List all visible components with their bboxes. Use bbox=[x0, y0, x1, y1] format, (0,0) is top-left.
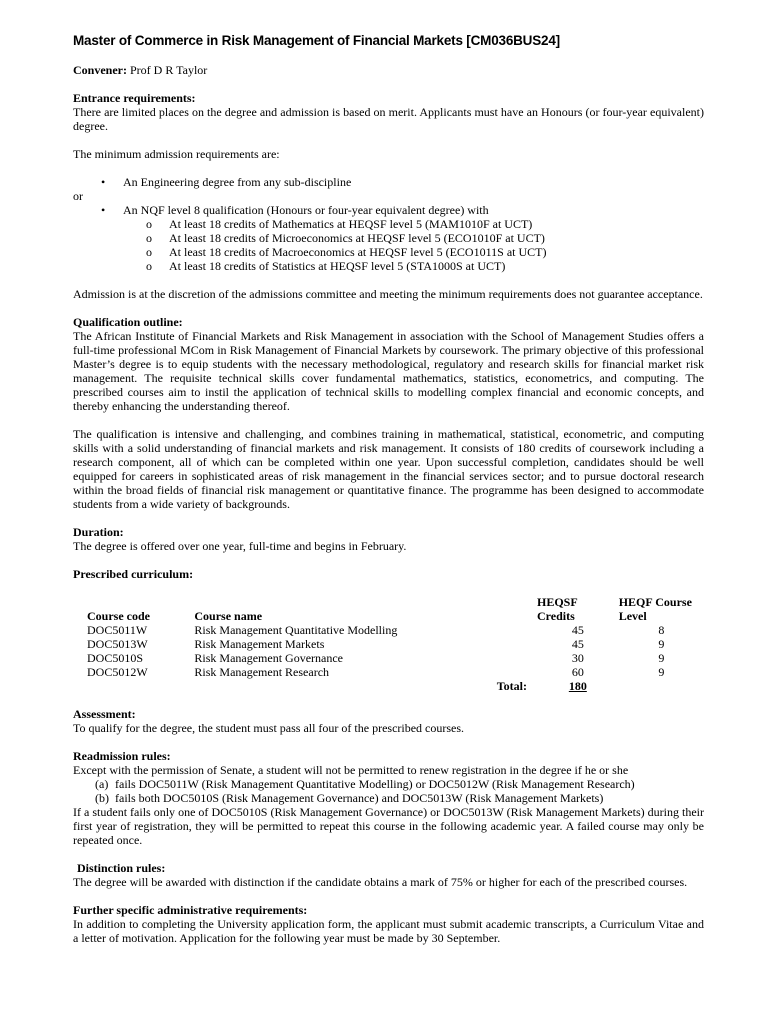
course-code: DOC5013W bbox=[87, 637, 148, 651]
list-item bbox=[73, 203, 704, 217]
curriculum-heading: Prescribed curriculum: bbox=[73, 567, 194, 581]
readmission-text: If a student fails only one of DOC5010S (Risk Management Governance) or DOC5013W (Risk Management Markets) during their first year of registration, they will be permitted to repeat this course in the following academic year. A failed course may only be repeated once. bbox=[73, 805, 704, 847]
table-row bbox=[87, 637, 704, 651]
bullet-text: An NQF level 8 qualification (Honours or four-year equivalent degree) with bbox=[123, 203, 489, 217]
list-item bbox=[73, 259, 704, 273]
course-code: DOC5010S bbox=[87, 651, 144, 665]
course-name: Risk Management Quantitative Modelling bbox=[194, 623, 398, 637]
circle-bullet-icon: o bbox=[146, 217, 152, 231]
item-text: fails DOC5011W (Risk Management Quantitative Modelling) or DOC5012W (Risk Management Research) bbox=[115, 777, 635, 791]
sub-item-text: At least 18 credits of Macroeconomics at HEQSF level 5 (ECO1011S at UCT) bbox=[169, 245, 547, 259]
list-item bbox=[73, 777, 704, 791]
course-credits: 60 bbox=[571, 665, 584, 679]
bullet-icon: • bbox=[101, 175, 106, 189]
convener-name: Prof D R Taylor bbox=[130, 63, 208, 77]
discretion-text: Admission is at the discretion of the admissions committee and meeting the minimum requirements does not guarantee acceptance. bbox=[73, 287, 703, 301]
empty-cell bbox=[619, 679, 704, 693]
table-row bbox=[87, 623, 704, 637]
duration-text: The degree is offered over one year, full-time and begins in February. bbox=[73, 539, 407, 553]
course-credits: 45 bbox=[571, 623, 584, 637]
page-title: Master of Commerce in Risk Management of Financial Markets [CM036BUS24] bbox=[73, 33, 560, 48]
total-label: Total: bbox=[496, 679, 527, 693]
circle-bullet-icon: o bbox=[146, 245, 152, 259]
col-header-level bbox=[619, 595, 704, 623]
min-requirements-text: The minimum admission requirements are: bbox=[73, 147, 280, 161]
course-level: 9 bbox=[658, 637, 665, 651]
col-header-level-line1: HEQF Course bbox=[618, 595, 692, 609]
or-word: or bbox=[73, 189, 83, 203]
spacer-cell bbox=[433, 651, 537, 665]
qualification-para-1: The African Institute of Financial Markets and Risk Management in association with the School of Management Studies offers a full-time professional MCom in Risk Management of Financial Markets by coursework. The primary objective of this professional Master’s degree is to equip students with the necessary methodological, regulatory and research skills for financial market risk management. The requisite technical skills cover fundamental mathematics, statistics, econometrics, and computing. The prescribed courses aim to instil the application of technical skills to modelling complex financial and economic concepts, and thereby enhancing the understanding thereof. bbox=[73, 329, 704, 413]
course-level: 9 bbox=[658, 651, 665, 665]
col-header-code: Course code bbox=[87, 609, 150, 623]
requirements-list bbox=[73, 175, 704, 189]
col-header-level-line2: Level bbox=[618, 609, 647, 623]
course-name: Risk Management Markets bbox=[194, 637, 325, 651]
col-header-name: Course name bbox=[194, 609, 263, 623]
further-heading: Further specific administrative requirements: bbox=[73, 903, 308, 917]
requirements-list-2 bbox=[73, 203, 704, 217]
total-value: 180 bbox=[568, 679, 587, 693]
item-text: fails both DOC5010S (Risk Management Governance) and DOC5013W (Risk Management Markets) bbox=[115, 791, 604, 805]
empty-cell bbox=[194, 679, 432, 693]
convener-line bbox=[73, 63, 704, 77]
course-name: Risk Management Research bbox=[194, 665, 330, 679]
col-header-credits-line1: HEQSF bbox=[536, 595, 578, 609]
course-level: 8 bbox=[658, 623, 665, 637]
empty-cell bbox=[87, 679, 194, 693]
convener-label: Convener: bbox=[73, 63, 127, 77]
curriculum-table bbox=[87, 595, 704, 693]
list-item bbox=[73, 245, 704, 259]
course-level: 9 bbox=[658, 665, 665, 679]
table-header-row bbox=[87, 595, 704, 623]
table-row bbox=[87, 665, 704, 679]
readmission-heading: Readmission rules: bbox=[73, 749, 171, 763]
course-credits: 30 bbox=[571, 651, 584, 665]
list-item bbox=[73, 175, 704, 189]
col-header-spacer bbox=[433, 595, 537, 623]
course-credits: 45 bbox=[571, 637, 584, 651]
distinction-text: The degree will be awarded with distinction if the candidate obtains a mark of 75% or higher for each of the prescribed courses. bbox=[73, 875, 688, 889]
qualification-heading: Qualification outline: bbox=[73, 315, 183, 329]
sub-item-text: At least 18 credits of Statistics at HEQSF level 5 (STA1000S at UCT) bbox=[169, 259, 506, 273]
item-label: (a) bbox=[95, 777, 109, 791]
col-header-credits bbox=[537, 595, 619, 623]
entrance-heading: Entrance requirements: bbox=[73, 91, 196, 105]
list-item bbox=[73, 231, 704, 245]
table-row bbox=[87, 651, 704, 665]
spacer-cell bbox=[433, 623, 537, 637]
course-code: DOC5011W bbox=[87, 623, 148, 637]
bullet-text: An Engineering degree from any sub-discipline bbox=[123, 175, 352, 189]
spacer-cell bbox=[433, 637, 537, 651]
distinction-heading: Distinction rules: bbox=[77, 861, 166, 875]
assessment-text: To qualify for the degree, the student must pass all four of the prescribed courses. bbox=[73, 721, 465, 735]
sub-requirements-list bbox=[73, 217, 704, 273]
course-name: Risk Management Governance bbox=[194, 651, 344, 665]
assessment-heading: Assessment: bbox=[73, 707, 136, 721]
col-header-credits-line2: Credits bbox=[536, 609, 575, 623]
sub-item-text: At least 18 credits of Mathematics at HEQSF level 5 (MAM1010F at UCT) bbox=[169, 217, 533, 231]
duration-heading: Duration: bbox=[73, 525, 124, 539]
list-item bbox=[73, 217, 704, 231]
circle-bullet-icon: o bbox=[146, 231, 152, 245]
table-total-row bbox=[87, 679, 704, 693]
list-item bbox=[73, 791, 704, 805]
entrance-text: There are limited places on the degree and admission is based on merit. Applicants must have an Honours (or four-year equivalent) degree. bbox=[73, 105, 704, 133]
item-label: (b) bbox=[95, 791, 109, 805]
course-code: DOC5012W bbox=[87, 665, 148, 679]
readmission-list bbox=[73, 777, 704, 805]
spacer-cell bbox=[433, 665, 537, 679]
bullet-icon: • bbox=[101, 203, 106, 217]
circle-bullet-icon: o bbox=[146, 259, 152, 273]
further-text: In addition to completing the University application form, the applicant must submit academic transcripts, a Curriculum Vitae and a letter of motivation. Application for the following year must be made by 30 September. bbox=[73, 917, 704, 945]
qualification-para-2: The qualification is intensive and challenging, and combines training in mathematical, statistical, econometric, and computing skills with a solid understanding of financial markets and risk management. It consists of 180 credits of coursework including a research component, all of which can be completed within one year. Upon successful completion, candidates should be well equipped for careers in sophisticated areas of risk management in the financial services sector; and to pursue doctoral research within the broad fields of financial risk management or quantitative finance. The programme has been designed to accommodate students from a wide variety of backgrounds. bbox=[73, 427, 704, 511]
readmission-intro: Except with the permission of Senate, a student will not be permitted to renew registration in the degree if he or she bbox=[73, 763, 629, 777]
sub-item-text: At least 18 credits of Microeconomics at HEQSF level 5 (ECO1010F at UCT) bbox=[169, 231, 545, 245]
